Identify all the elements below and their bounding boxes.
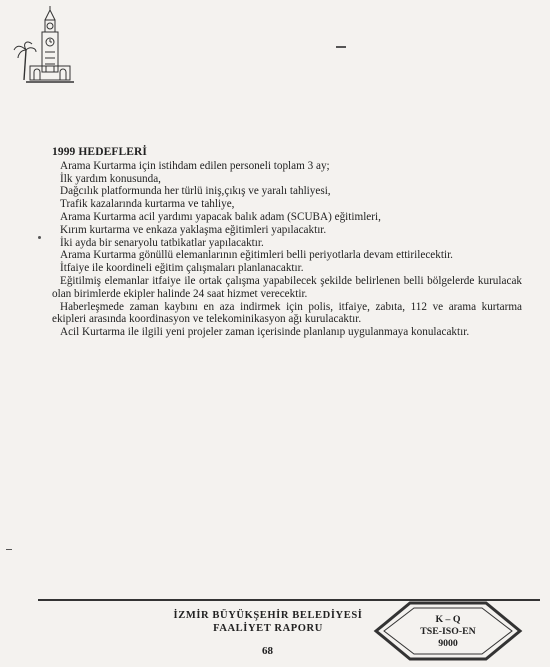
text-line: Trafik kazalarında kurtarma ve tahliye, <box>60 198 235 211</box>
badge-line: 9000 <box>438 638 458 649</box>
badge-line: TSE-ISO-EN <box>420 626 476 637</box>
paragraph: Eğitilmiş elemanlar itfaiye ile ortak çalışma yapabilecek şekilde belirlenen belli bölgelerde kurulacak olan birimlerde ekipler halinde 24 saat hizmet verecektir. <box>52 274 522 300</box>
footer-org-name: İZMİR BÜYÜKŞEHİR BELEDİYESİ <box>173 610 363 621</box>
text-line: Arama Kurtarma gönüllü elemanlarının eğitimleri belli periyotlarla devam ettirilecektir. <box>60 249 453 262</box>
section-heading: 1999 HEDEFLERİ <box>52 146 148 158</box>
text-line: Arama Kurtarma acil yardımı yapacak balık adam (SCUBA) eğitimleri, <box>60 210 381 223</box>
quality-badge <box>412 614 484 650</box>
izmir-clock-tower-icon <box>12 4 84 86</box>
text-line: İtfaiye ile koordineli eğitim çalışmaları planlanacaktır. <box>60 262 304 275</box>
scan-speck <box>38 236 41 239</box>
paragraph: Acil Kurtarma ile ilgili yeni projeler zaman içerisinde planlanıp uygulanmaya konulacaktır. <box>60 326 470 339</box>
text-line: Arama Kurtarma için istihdam edilen personeli toplam 3 ay; <box>60 159 330 172</box>
badge-line: K – Q <box>435 614 461 625</box>
scan-speck <box>336 46 346 48</box>
paragraph: Haberleşmede zaman kaybını en aza indirmek için polis, itfaiye, zabıta, 112 ve arama kurtarma ekipleri arasında koordinasyon ve telekominikasyon ağı kurulacaktır. <box>52 300 522 326</box>
text-line: İlk yardım konusunda, <box>60 172 161 185</box>
main-content <box>52 146 522 339</box>
text-line: Kırım kurtarma ve enkaza yaklaşma eğitimleri yapılacaktır. <box>60 223 327 236</box>
text-line: İki ayda bir senaryolu tatbikatlar yapılacaktır. <box>60 236 264 249</box>
footer-organization <box>168 609 368 635</box>
page-number: 68 <box>262 645 273 657</box>
footer-report-title: FAALİYET RAPORU <box>213 623 323 634</box>
scan-speck <box>6 549 12 550</box>
text-line: Dağcılık platformunda her türlü iniş,çıkış ve yaralı tahliyesi, <box>60 185 331 198</box>
